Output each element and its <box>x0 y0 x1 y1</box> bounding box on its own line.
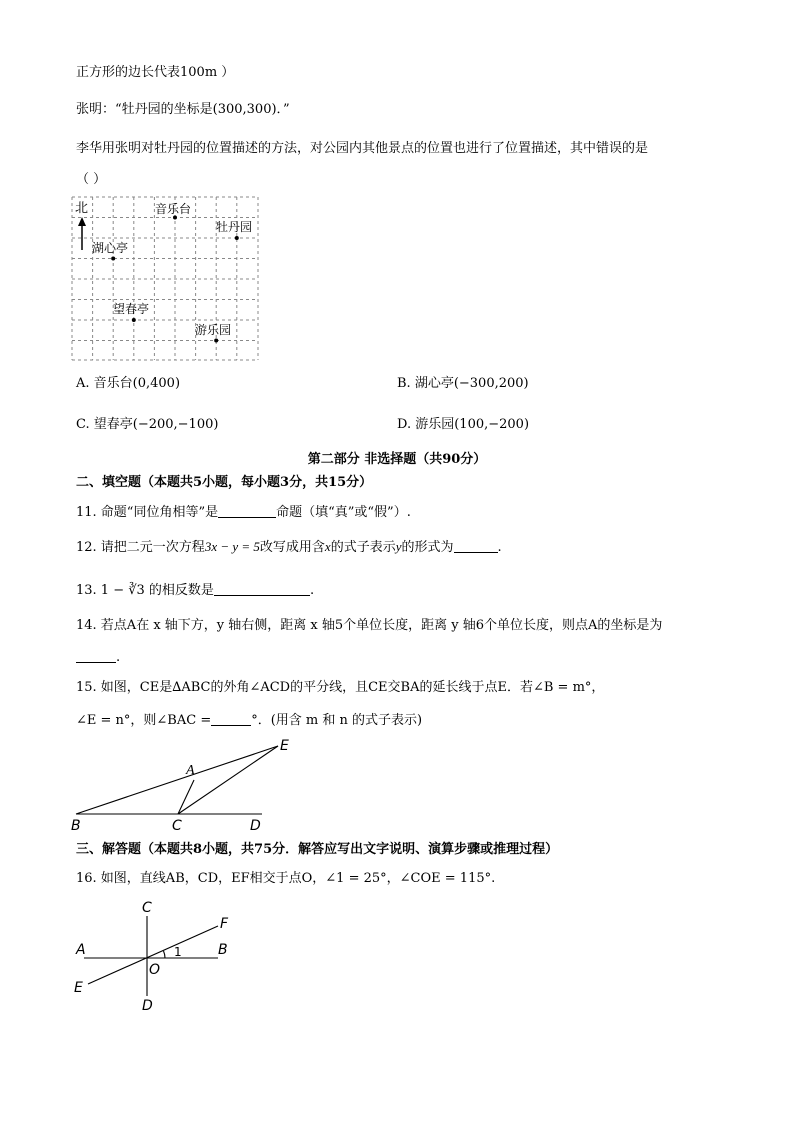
figure-16 <box>70 896 240 1016</box>
part2-title: 第二部分 非选择题（共90分） <box>307 452 487 467</box>
q11-pre: 11. 命题“同位角相等”是 <box>76 505 219 520</box>
q14-blank <box>76 648 116 663</box>
question-13 <box>76 581 314 600</box>
point-huxinting <box>111 257 115 261</box>
q12-mid2: 的式子表示 <box>330 540 396 555</box>
q13-pre: 13. 1 − ∛3 的相反数是 <box>76 583 214 598</box>
q12-end: . <box>497 540 502 555</box>
q11-blank <box>218 503 276 518</box>
option-c: C. 望春亭(−200,−100) <box>76 417 219 432</box>
option-b: B. 湖心亭(−300,200) <box>397 376 529 391</box>
label-e: E <box>74 980 83 996</box>
label-huxinting: 湖心亭 <box>92 241 129 255</box>
q12-pre: 12. 请把二元一次方程 <box>76 540 205 555</box>
q13-end: . <box>309 583 315 598</box>
angle-1-arc <box>164 951 166 958</box>
label-yinyuetai: 音乐台 <box>155 202 192 216</box>
label-b: B <box>71 818 81 834</box>
q12-equation: 3x − y = 5 <box>204 539 260 554</box>
intro-line1: 正方形的边长代表100m ） <box>76 65 235 80</box>
answer-paren: （ ） <box>76 172 107 187</box>
q15-line2-post: °．(用含 m 和 n 的式子表示) <box>251 713 423 728</box>
segment-be <box>76 746 278 814</box>
q12-mid: 改写成用含 <box>259 540 325 555</box>
q15-blank <box>211 711 251 726</box>
question-14: 14. 若点A在 x 轴下方，y 轴右侧，距离 x 轴5个单位长度，距离 y 轴6个单位长度，则点A的坐标是为 <box>76 618 663 633</box>
q15-line2-pre: ∠E = n°，则∠BAC = <box>76 713 212 728</box>
park-map <box>71 196 261 362</box>
q12-var-y: y <box>395 539 402 554</box>
section2-title: 二、填空题（本题共5小题，每小题3分，共15分） <box>76 475 373 490</box>
label-a: A <box>186 763 195 778</box>
question-11 <box>76 503 411 522</box>
angle-1-label: 1 <box>174 945 182 959</box>
label-o: O <box>149 962 161 978</box>
question-15-line2 <box>76 711 422 730</box>
label-e: E <box>280 738 289 754</box>
question-15-line1: 15. 如图，CE是∆ABC的外角∠ACD的平分线，且CE交BA的延长线于点E．若∠B = m°， <box>76 680 605 695</box>
label-c: C <box>172 818 182 834</box>
q12-var-x: x <box>324 539 331 554</box>
question-16: 16. 如图，直线AB，CD，EF相交于点O，∠1 = 25°，∠COE = 115°. <box>76 871 496 886</box>
label-a: A <box>76 942 86 958</box>
q14-end: . <box>116 650 121 665</box>
label-wangchunting: 望春亭 <box>113 302 150 316</box>
label-f: F <box>220 916 229 932</box>
label-youleyuan: 游乐园 <box>195 323 232 337</box>
label-c: C <box>142 900 152 916</box>
north-arrow-head <box>78 217 86 226</box>
option-a: A. 音乐台(0,400) <box>76 376 181 391</box>
label-b: B <box>218 942 228 958</box>
point-youleyuan <box>214 339 218 343</box>
section3-title: 三、解答题（本题共8小题，共75分．解答应写出文字说明、演算步骤或推理过程） <box>76 842 559 857</box>
segment-ce <box>178 746 278 814</box>
q12-blank <box>454 538 498 553</box>
q11-post: 命题（填“真”或“假”）. <box>276 505 411 520</box>
label-mudanyuan: 牡丹园 <box>216 220 253 234</box>
question-12 <box>76 538 502 557</box>
north-label: 北 <box>75 201 89 216</box>
lihua-statement: 李华用张明对牡丹园的位置描述的方法，对公园内其他景点的位置也进行了位置描述，其中错误的是 <box>76 141 649 156</box>
point-mudanyuan <box>235 236 239 240</box>
figure-15 <box>66 736 306 834</box>
point-yinyuetai <box>173 216 177 220</box>
label-d: D <box>250 818 261 834</box>
zhangming-statement: 张明：“牡丹园的坐标是(300,300)．” <box>76 102 290 117</box>
q13-blank <box>214 581 310 596</box>
point-wangchunting <box>132 318 136 322</box>
q14-answer-line <box>76 648 120 667</box>
option-d: D. 游乐园(100,−200) <box>397 417 530 432</box>
q12-post: 的形式为 <box>401 540 454 555</box>
label-d: D <box>142 998 153 1014</box>
